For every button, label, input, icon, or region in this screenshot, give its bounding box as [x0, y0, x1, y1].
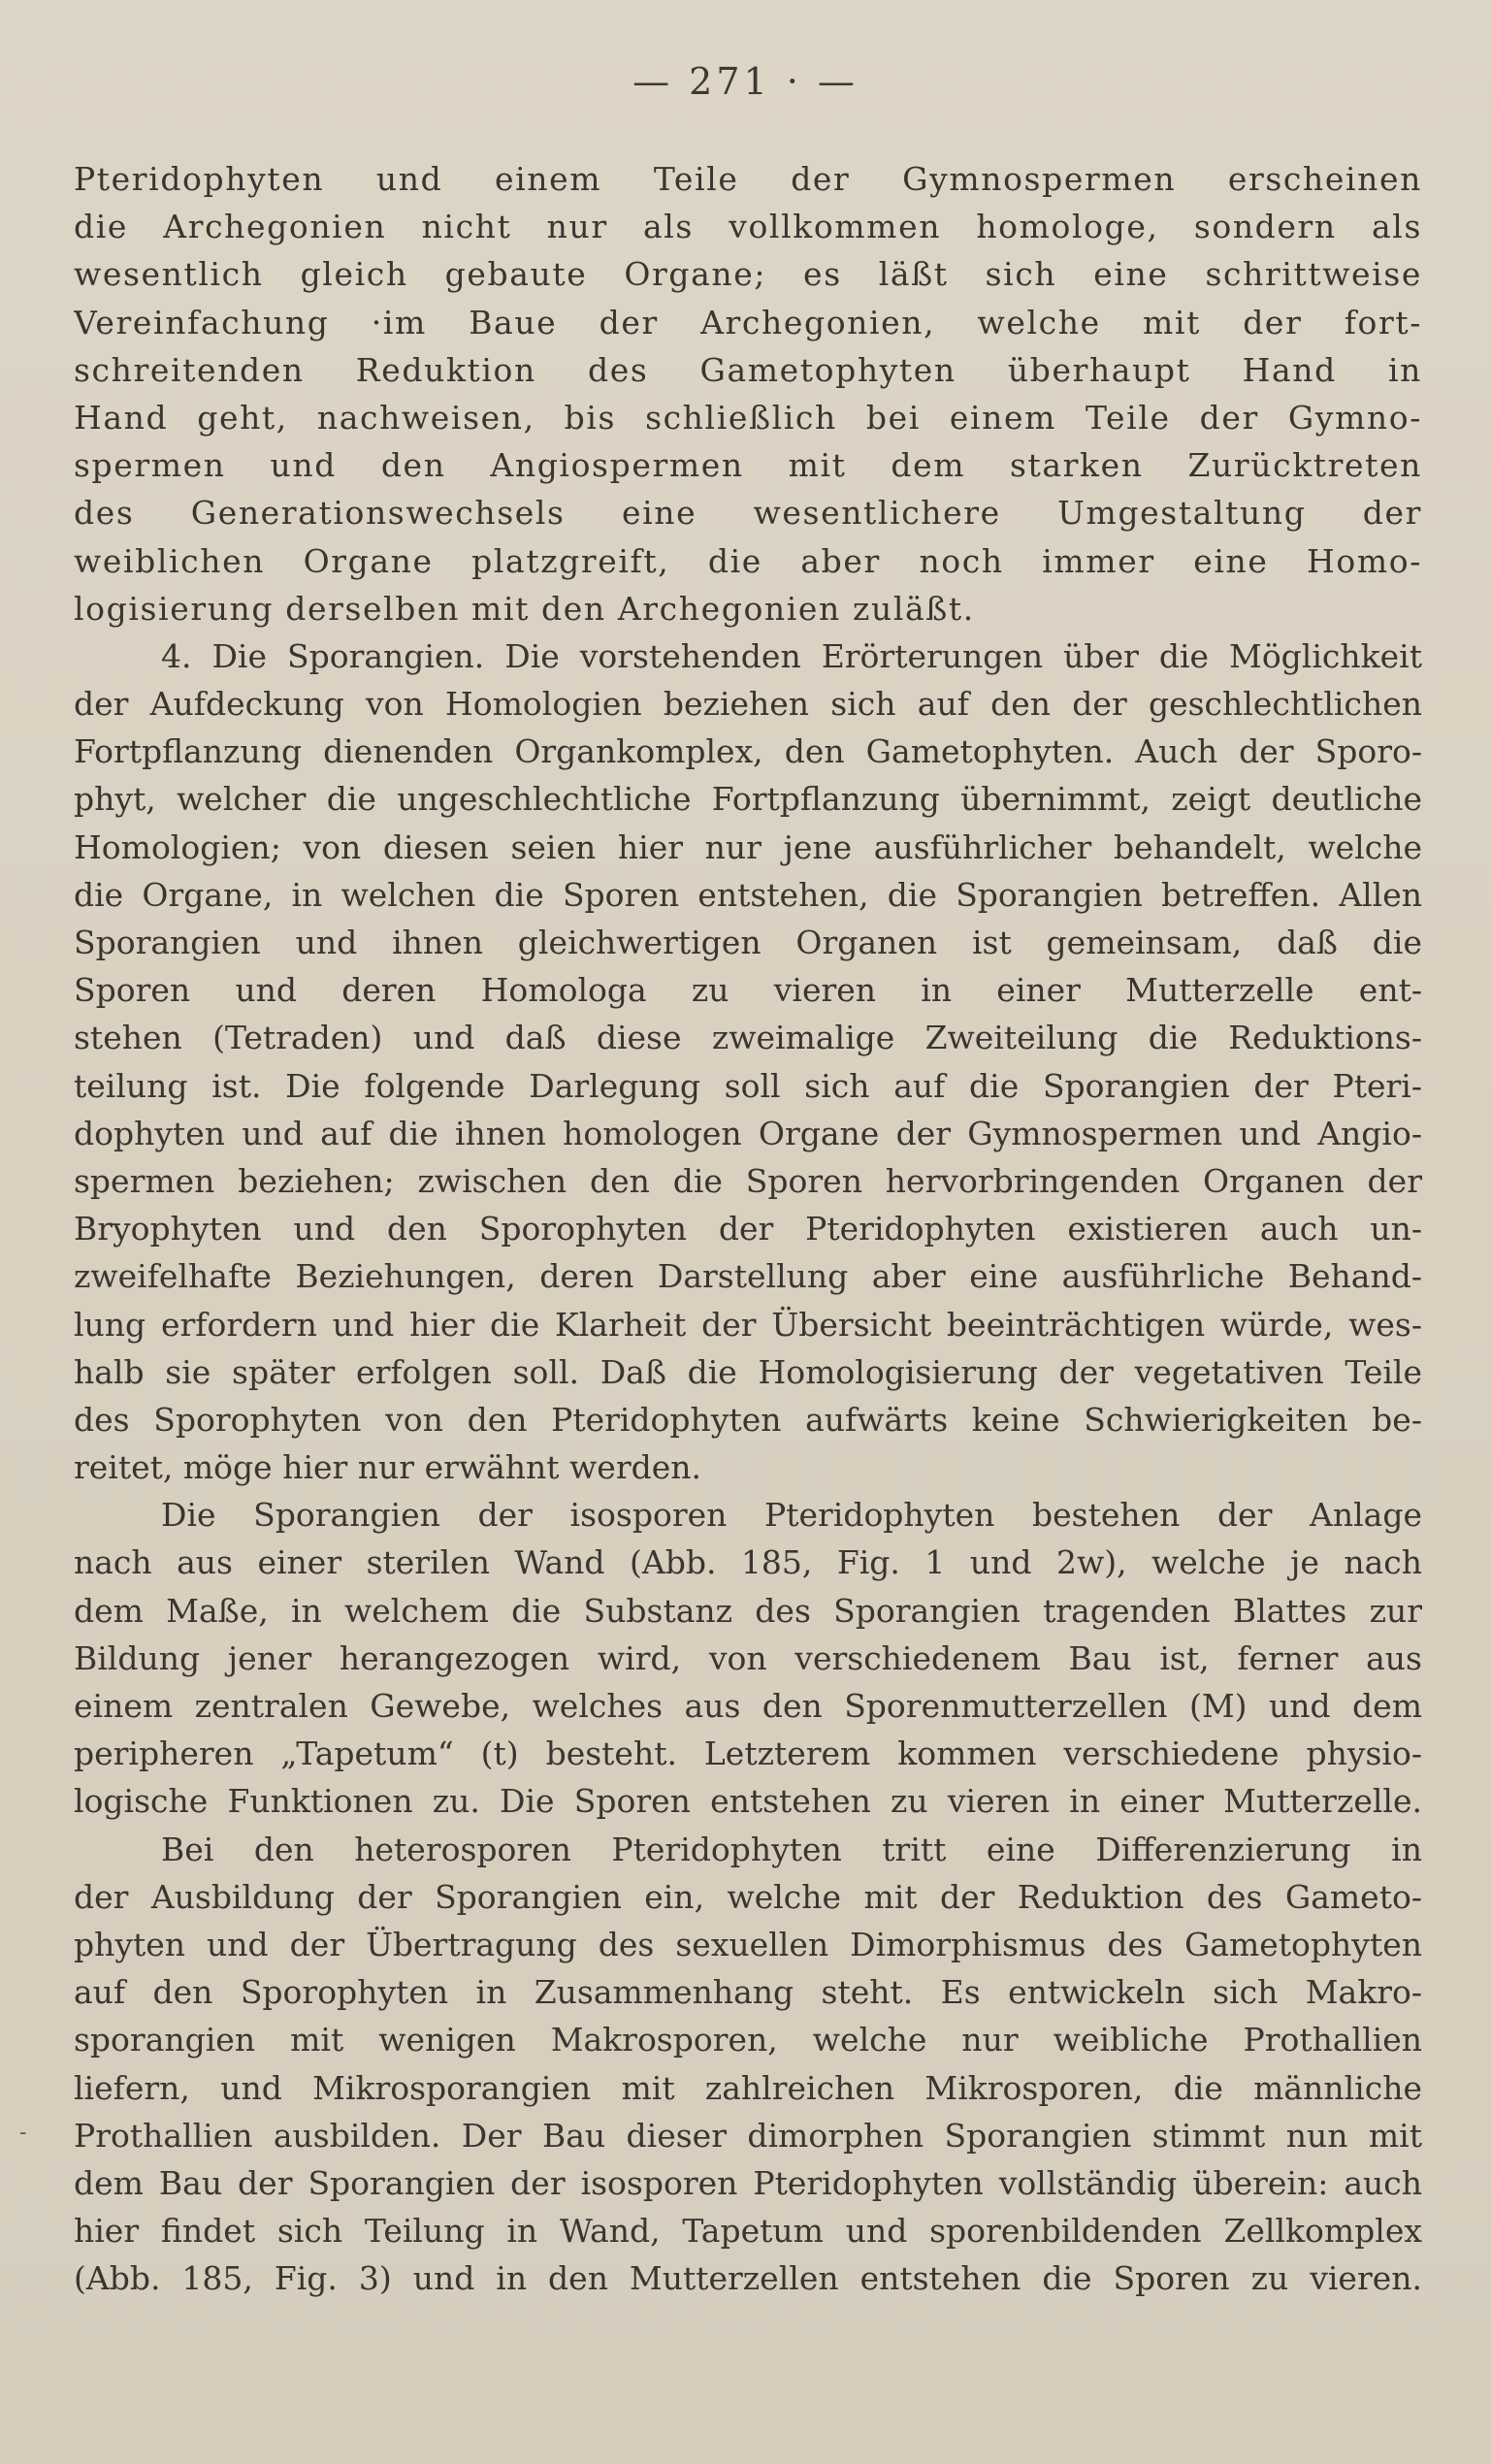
text-line: (Abb. 185, Fig. 3) und in den Mutterzellen entstehen die Sporen zu vieren.: [74, 2259, 1422, 2298]
text-line: dem Bau der Sporangien der isosporen Pteridophyten vollständig überein: auch: [74, 2163, 1422, 2202]
text-line: Sporen und deren Homologa zu vieren in einer Mutterzelle ent-: [74, 971, 1422, 1010]
section-heading-line: 4. Die Sporangien. Die vorstehenden Erörterungen über die Möglichkeit: [161, 636, 1422, 675]
text-line: dem Maße, in welchem die Substanz des Sporangien tragenden Blattes zur: [74, 1591, 1422, 1630]
text-line: Fortpflanzung dienenden Organkomplex, den Gametophyten. Auch der Sporo-: [74, 732, 1422, 771]
text-line: nach aus einer sterilen Wand (Abb. 185, Fig. 1 und 2w), welche je nach: [74, 1543, 1422, 1582]
text-line: Bildung jener herangezogen wird, von verschiedenem Bau ist, ferner aus: [74, 1638, 1422, 1677]
text-line: des Sporophyten von den Pteridophyten aufwärts keine Schwierigkeiten be-: [74, 1400, 1422, 1439]
text-line: der Ausbildung der Sporangien ein, welche mit der Reduktion des Gameto-: [74, 1877, 1422, 1916]
text-line: logische Funktionen zu. Die Sporen entstehen zu vieren in einer Mutterzelle.: [74, 1782, 1422, 1821]
text-line: der Aufdeckung von Homologien beziehen sich auf den der geschlechtlichen: [74, 685, 1422, 724]
text-line: die Organe, in welchen die Sporen entstehen, die Sporangien betreffen. Allen: [74, 875, 1422, 914]
text-line: auf den Sporophyten in Zusammenhang steht. Es entwickeln sich Makro-: [74, 1973, 1422, 2012]
text-line: Vereinfachung ·im Baue der Archegonien, welche mit der fort-: [74, 303, 1422, 341]
text-line: spermen beziehen; zwischen den die Sporen hervorbringenden Organen der: [74, 1161, 1422, 1200]
page-number: — 271 · —: [632, 60, 859, 103]
text-line: spermen und den Angiospermen mit dem starken Zurücktreten: [74, 446, 1422, 485]
text-line: phyten und der Übertragung des sexuellen Dimorphismus des Gametophyten: [74, 1925, 1422, 1963]
text-line: liefern, und Mikrosporangien mit zahlreichen Mikrosporen, die männliche: [74, 2068, 1422, 2107]
margin-mark: -: [19, 2121, 27, 2145]
text-line: reitet, möge hier nur erwähnt werden.: [74, 1448, 701, 1487]
text-line: weiblichen Organe platzgreift, die aber noch immer eine Homo-: [74, 541, 1422, 580]
text-line: phyt, welcher die ungeschlechtliche Fortpflanzung übernimmt, zeigt deutliche: [74, 780, 1422, 819]
text-line: sporangien mit wenigen Makrosporen, welche nur weibliche Prothallien: [74, 2021, 1422, 2059]
text-line: peripheren „Tapetum“ (t) besteht. Letzterem kommen verschiedene physio-: [74, 1735, 1422, 1773]
paragraph-start-line: Bei den heterosporen Pteridophyten tritt eine Differenzierung in: [161, 1830, 1422, 1868]
text-line: wesentlich gleich gebaute Organe; es läßt sich eine schrittweise: [74, 255, 1422, 294]
text-line: Prothallien ausbilden. Der Bau dieser dimorphen Sporangien stimmt nun mit: [74, 2116, 1422, 2155]
text-line: Pteridophyten und einem Teile der Gymnospermen erscheinen: [74, 160, 1422, 198]
text-line: logisierung derselben mit den Archegonien zuläßt.: [74, 589, 975, 628]
text-line: die Archegonien nicht nur als vollkommen homologe, sondern als: [74, 208, 1422, 246]
text-line: Bryophyten und den Sporophyten der Pteridophyten existieren auch un-: [74, 1210, 1422, 1248]
text-line: halb sie später erfolgen soll. Daß die Homologisierung der vegetativen Teile: [74, 1352, 1422, 1391]
text-line: des Generationswechsels eine wesentlichere Umgestaltung der: [74, 494, 1422, 533]
text-line: Hand geht, nachweisen, bis schließlich bei einem Teile der Gymno-: [74, 398, 1422, 437]
text-line: teilung ist. Die folgende Darlegung soll sich auf die Sporangien der Pteri-: [74, 1066, 1422, 1105]
text-line: stehen (Tetraden) und daß diese zweimalige Zweiteilung die Reduktions-: [74, 1019, 1422, 1057]
text-line: Homologien; von diesen seien hier nur jene ausführlicher behandelt, welche: [74, 827, 1422, 866]
text-line: Sporangien und ihnen gleichwertigen Organen ist gemeinsam, daß die: [74, 924, 1422, 961]
text-line: hier findet sich Teilung in Wand, Tapetum und sporenbildenden Zellkomplex: [74, 2212, 1422, 2251]
body-text: [74, 155, 1422, 2302]
text-line: einem zentralen Gewebe, welches aus den Sporenmutterzellen (M) und dem: [74, 1687, 1422, 1725]
text-line: schreitenden Reduktion des Gametophyten überhaupt Hand in: [74, 350, 1422, 389]
text-line: lung erfordern und hier die Klarheit der Übersicht beeinträchtigen würde, wes-: [74, 1305, 1422, 1344]
text-line: dophyten und auf die ihnen homologen Organe der Gymnospermen und Angio-: [74, 1114, 1422, 1152]
text-line: zweifelhafte Beziehungen, deren Darstellung aber eine ausführliche Behand-: [74, 1257, 1422, 1296]
paragraph-start-line: Die Sporangien der isosporen Pteridophyten bestehen der Anlage: [161, 1496, 1422, 1535]
